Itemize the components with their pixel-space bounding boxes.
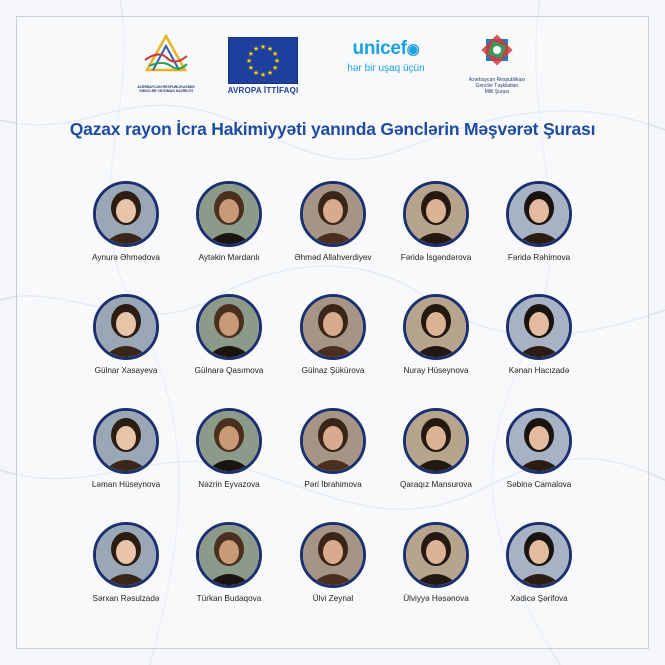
member-card bbox=[169, 408, 289, 489]
member-card bbox=[376, 522, 496, 603]
page-title: Qazax rayon İcra Hakimiyyəti yanında Gənclərin Məşvərət Şurası bbox=[69, 119, 596, 139]
member-card bbox=[66, 181, 186, 262]
member-card bbox=[479, 408, 599, 489]
eu-star-icon: ★ bbox=[271, 51, 279, 58]
member-name: Fəridə Rəhimova bbox=[507, 253, 571, 262]
member-name: Gülnaz Şükürova bbox=[301, 366, 365, 375]
person-silhouette-icon bbox=[509, 411, 569, 471]
member-card bbox=[273, 522, 393, 603]
person-silhouette-icon bbox=[199, 297, 259, 357]
person-silhouette-icon bbox=[406, 411, 466, 471]
person-silhouette-icon bbox=[303, 297, 363, 357]
member-photo bbox=[196, 294, 262, 360]
person-silhouette-icon bbox=[199, 411, 259, 471]
member-name: Əhməd Allahverdiyev bbox=[294, 253, 372, 262]
member-photo bbox=[300, 294, 366, 360]
eu-star-icon: ★ bbox=[252, 45, 260, 53]
person-silhouette-icon bbox=[96, 297, 156, 357]
eu-star-icon: ★ bbox=[266, 45, 274, 53]
ministry-caption-line-1: AZƏRBAYCAN RESPUBLİKASININ bbox=[137, 85, 195, 89]
person-silhouette-icon bbox=[96, 525, 156, 585]
unicef-tagline: hər bir uşaq üçün bbox=[347, 63, 425, 74]
person-silhouette-icon bbox=[96, 411, 156, 471]
member-photo bbox=[196, 522, 262, 588]
member-photo bbox=[93, 294, 159, 360]
member-card bbox=[66, 522, 186, 603]
member-card bbox=[479, 522, 599, 603]
council-caption-line-1: Azərbaycan Respublikası bbox=[468, 77, 526, 83]
member-card bbox=[273, 181, 393, 262]
eu-caption: AVROPA İTTİFAQI bbox=[227, 86, 299, 95]
member-name: Səbinə Camalova bbox=[506, 480, 572, 489]
person-silhouette-icon bbox=[303, 184, 363, 244]
member-name: Nəzrin Eyvazova bbox=[198, 480, 260, 489]
member-photo bbox=[300, 181, 366, 247]
member-photo bbox=[403, 181, 469, 247]
member-photo bbox=[93, 408, 159, 474]
member-photo bbox=[300, 408, 366, 474]
eu-star-icon: ★ bbox=[245, 58, 253, 65]
eu-star-icon: ★ bbox=[266, 70, 274, 78]
person-silhouette-icon bbox=[406, 184, 466, 244]
person-silhouette-icon bbox=[303, 525, 363, 585]
member-photo bbox=[403, 408, 469, 474]
member-name: Ləman Hüseynova bbox=[91, 480, 161, 489]
eu-star-icon: ★ bbox=[273, 58, 281, 65]
member-card bbox=[66, 294, 186, 375]
member-card bbox=[376, 181, 496, 262]
eu-star-icon: ★ bbox=[252, 70, 260, 78]
person-silhouette-icon bbox=[199, 525, 259, 585]
member-photo bbox=[196, 181, 262, 247]
member-name: Qaraqız Mansurova bbox=[400, 480, 472, 489]
eu-star-icon: ★ bbox=[247, 51, 255, 58]
unicef-globe-icon: ◉ bbox=[406, 41, 420, 58]
member-card bbox=[376, 408, 496, 489]
council-caption-line-2: Gənclər Təşkilatları bbox=[475, 83, 519, 89]
member-photo bbox=[403, 294, 469, 360]
member-photo bbox=[403, 522, 469, 588]
member-photo bbox=[196, 408, 262, 474]
member-card bbox=[273, 294, 393, 375]
member-photo bbox=[93, 522, 159, 588]
member-name: Pəri İbrahimova bbox=[304, 480, 362, 489]
member-name: Kənan Hacızadə bbox=[508, 366, 570, 375]
eu-star-icon: ★ bbox=[259, 72, 267, 79]
member-name: Sərxan Rəsulzadə bbox=[92, 594, 160, 603]
member-card bbox=[273, 408, 393, 489]
ministry-caption-line-2: GƏNCLƏR VƏ İDMAN NAZİRLİYİ bbox=[139, 89, 193, 94]
person-silhouette-icon bbox=[509, 184, 569, 244]
person-silhouette-icon bbox=[509, 297, 569, 357]
member-photo bbox=[506, 294, 572, 360]
member-name: Gülnar Xasayeva bbox=[94, 366, 158, 375]
person-silhouette-icon bbox=[406, 525, 466, 585]
council-caption-line-3: Milli Şurası bbox=[484, 89, 510, 95]
member-name: Fəridə İsgəndərova bbox=[400, 253, 472, 262]
eu-star-icon: ★ bbox=[247, 65, 255, 72]
member-name: Gülnarə Qasımova bbox=[194, 366, 264, 375]
person-silhouette-icon bbox=[199, 184, 259, 244]
member-photo bbox=[506, 522, 572, 588]
member-card bbox=[169, 181, 289, 262]
member-photo bbox=[93, 181, 159, 247]
member-name: Ülviyyə Həsənova bbox=[403, 594, 469, 603]
person-silhouette-icon bbox=[96, 184, 156, 244]
member-card bbox=[169, 522, 289, 603]
member-name: Aynurə Əhmədova bbox=[92, 253, 160, 262]
member-card bbox=[66, 408, 186, 489]
member-name: Ülvi Zeynal bbox=[312, 594, 354, 603]
eu-star-icon: ★ bbox=[259, 44, 267, 51]
member-name: Türkan Budaqova bbox=[196, 594, 262, 603]
person-silhouette-icon bbox=[406, 297, 466, 357]
unicef-word: unicef bbox=[352, 38, 407, 59]
member-card bbox=[169, 294, 289, 375]
eu-star-icon: ★ bbox=[271, 65, 279, 72]
member-name: Xədicə Şərifova bbox=[510, 594, 568, 603]
member-name: Nuray Hüseynova bbox=[403, 366, 469, 375]
member-name: Aytəkin Mərdanlı bbox=[198, 253, 260, 262]
member-card bbox=[376, 294, 496, 375]
member-photo bbox=[506, 408, 572, 474]
member-card bbox=[479, 294, 599, 375]
person-silhouette-icon bbox=[303, 411, 363, 471]
person-silhouette-icon bbox=[509, 525, 569, 585]
member-photo bbox=[300, 522, 366, 588]
member-photo bbox=[506, 181, 572, 247]
member-card bbox=[479, 181, 599, 262]
